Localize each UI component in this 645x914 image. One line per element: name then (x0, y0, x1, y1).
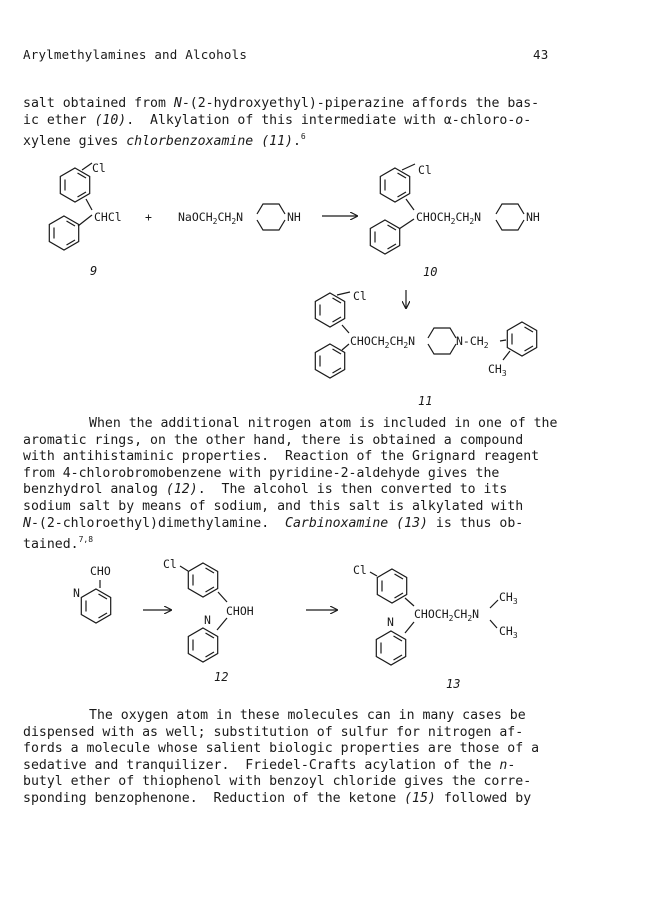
benzene-ring (49, 216, 78, 250)
ether-chain-label: $CHOCH_2CH_2N$ (416, 210, 482, 226)
text-run: -(2-chloroethyl)dimethylamine. (30, 515, 286, 531)
piperazine-ring (428, 328, 456, 354)
text-run: . Alkylation of this intermediate with α-chloro- (126, 112, 516, 128)
compound-11-structure (315, 292, 350, 378)
text-run: -(2-hydroxyethyl)-piperazine affords the bas- (181, 96, 540, 111)
pyridine-ring (188, 628, 217, 662)
text-line: butyl ether of thiophenol with benzoyl chloride gives the corre- (23, 774, 532, 790)
chcl-label: CHCl (94, 210, 122, 224)
text-line: When the additional nitrogen atom is included in one of the (89, 416, 558, 431)
piperazine-ring (257, 204, 285, 230)
compound-number-12: 12 (214, 670, 229, 684)
plus-sign: + (145, 210, 152, 224)
ether-chain-label: $CHOCH_2CH_2N$ (350, 334, 416, 350)
nh-label: NH (526, 210, 540, 224)
footnote-ref: 6 (300, 132, 306, 142)
italic-run: N (23, 515, 31, 531)
italic-run: n (499, 757, 508, 773)
pyridine-n-label: N (387, 615, 394, 629)
cho-label: CHO (90, 564, 111, 578)
text-run: followed by (435, 790, 532, 806)
text-line: aromatic rings, on the other hand, there is obtained a compound (23, 432, 524, 448)
italic-run: N (173, 96, 182, 111)
text-line: with antihistaminic properties. Reaction of the Grignard reagent (23, 449, 540, 465)
benzene-ring (60, 168, 89, 202)
compound-10-structure (370, 164, 415, 254)
pyridine-n-label: N (73, 586, 80, 600)
compound-number-9: 9 (90, 264, 98, 278)
compound-9-structure (49, 163, 92, 250)
benzene-ring (315, 344, 344, 378)
text-run: sedative and tranquilizer. Friedel-Crafts acylation of the (23, 757, 500, 773)
piperazine-ring (496, 204, 524, 230)
benzene-ring (507, 322, 536, 356)
compound-ref: (12) (165, 482, 198, 498)
text-run: salt obtained from (23, 96, 174, 111)
text-run: is thus ob- (427, 515, 524, 531)
methyl-label: $CH_3$ (499, 624, 518, 640)
reagent-label: $NaOCH_2CH_2N$ (178, 210, 244, 226)
benzene-ring (188, 563, 217, 597)
running-title: Arylmethylamines and Alcohols (23, 47, 248, 62)
text-run: tained. (23, 537, 79, 553)
text-run: benzhydrol analog (23, 482, 166, 498)
pyridine-ring (376, 631, 405, 665)
text-run: . (292, 134, 301, 150)
amine-chain-label: $CHOCH_2CH_2N$ (414, 607, 480, 623)
choh-label: CHOH (226, 604, 254, 618)
methyl-label: $CH_3$ (499, 590, 518, 606)
text-run: - (507, 757, 516, 773)
text-line: The oxygen atom in these molecules can in many cases be (89, 708, 526, 723)
compound-number-13: 13 (446, 677, 461, 691)
cl-label: Cl (163, 557, 177, 571)
footnote-ref: 7,8 (78, 535, 94, 545)
text-line: from 4-chlorobromobenzene with pyridine-2-aldehyde gives the (23, 465, 500, 481)
cl-label: Cl (353, 563, 367, 577)
benzene-ring (370, 220, 399, 254)
benzene-ring (377, 569, 406, 603)
compound-number-10: 10 (423, 265, 438, 279)
methyl-label: $CH_3$ (488, 362, 507, 378)
compound-ref: (15) (404, 790, 436, 806)
nh-label: NH (287, 210, 301, 224)
cl-label: Cl (353, 289, 367, 303)
text-run: ic ether (23, 112, 95, 128)
text-line: dispensed with as well; substitution of sulfur for nitrogen af- (23, 724, 524, 740)
benzene-ring (380, 168, 409, 202)
page-number: 43 (533, 47, 549, 62)
pyridine-n-label: N (204, 613, 211, 627)
benzene-ring (315, 293, 344, 327)
text-run: . The alcohol is then converted to its (197, 482, 508, 498)
compound-ref: (10) (94, 112, 127, 128)
text-run: - (523, 112, 532, 128)
pyridine-ring (81, 589, 110, 623)
text-run: xylene gives (23, 134, 127, 150)
text-line: sodium salt by means of sodium, and this salt is alkylated with (23, 498, 524, 514)
italic-run: o (515, 112, 524, 128)
text-line: fords a molecule whose salient biologic properties are those of a (23, 741, 540, 757)
benzylamine-label: $N-CH_2$ (456, 334, 489, 350)
cl-label: Cl (418, 163, 432, 177)
compound-number-11: 11 (418, 394, 433, 408)
drug-name: chlorbenzoxamine (11) (126, 134, 293, 150)
text-run: sponding benzophenone. Reduction of the ketone (23, 790, 405, 806)
cl-label: Cl (92, 161, 106, 175)
drug-name: Carbinoxamine (13) (285, 515, 428, 531)
